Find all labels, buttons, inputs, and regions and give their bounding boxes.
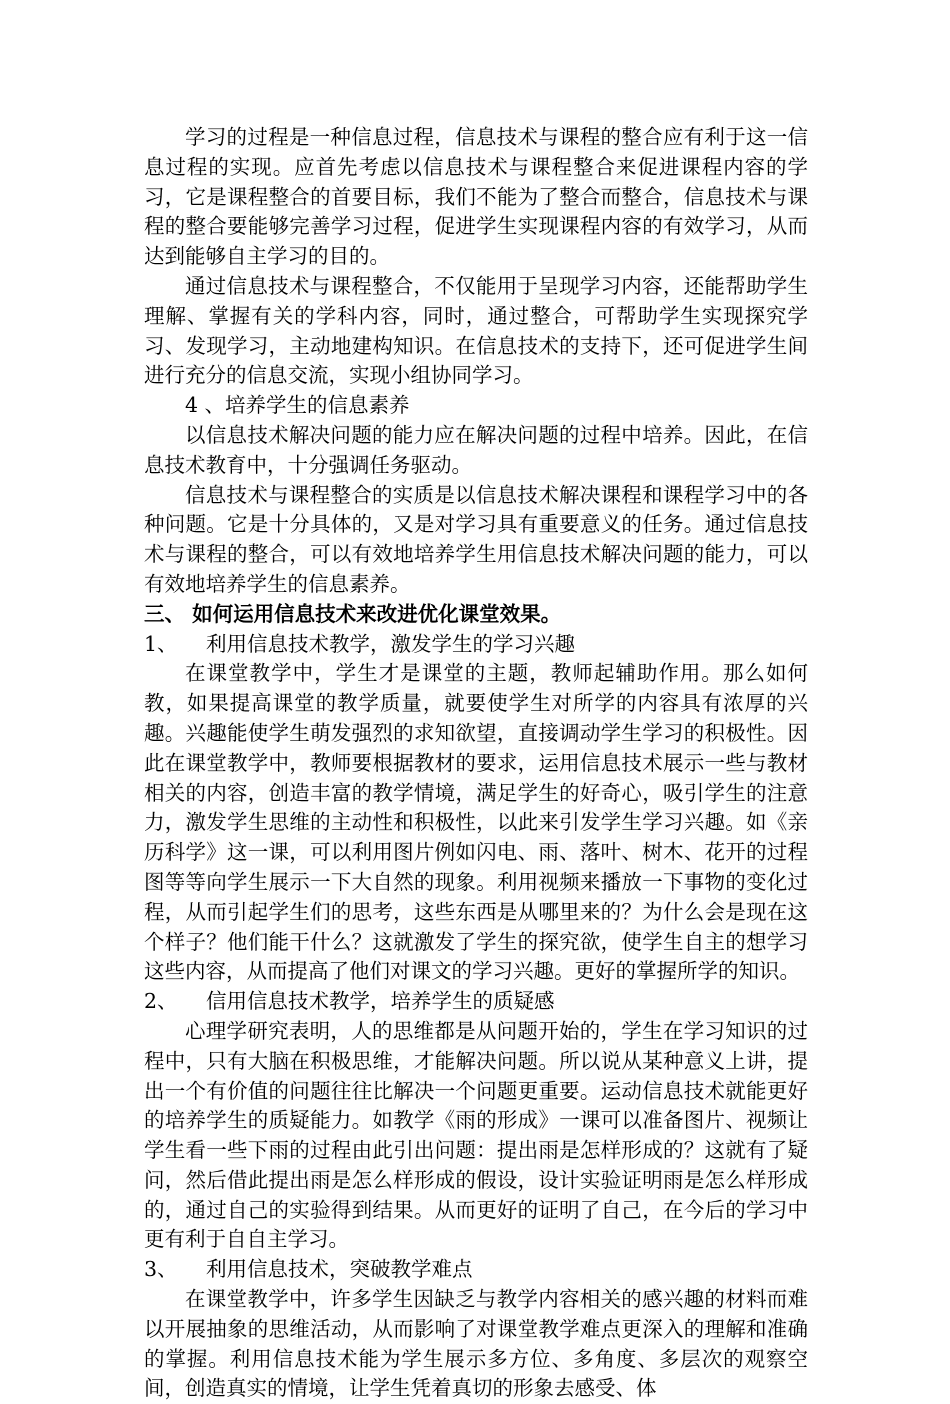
subsection-text-3: 利用信息技术，突破教学难点: [206, 1257, 473, 1282]
document-page: [144, 123, 808, 1404]
subsection-number-2: 2、: [144, 989, 178, 1014]
paragraph-6: 心理学研究表明，人的思维都是从问题开始的，学生在学习知识的过程中，只有大脑在积极思维，才能解决问题。所以说从某种意义上讲，提出一个有价值的问题往往比解决一个问题更重要。运动信息技术就能更好的培养学生的质疑能力。如教学《雨的形成》一课可以准备图片、视频让学生看一些下雨的过程由此引出问题：提出雨是怎样形成的？这就有了疑问，然后借此提出雨是怎么样形成的假设，设计实验证明雨是怎么样形成的，通过自己的实验得到结果。从而更好的证明了自己，在今后的学习中更有利于自自主学习。: [144, 1018, 808, 1252]
paragraph-3: 以信息技术解决问题的能力应在解决问题的过程中培养。因此，在信息技术教育中，十分强调任务驱动。: [144, 422, 808, 477]
paragraph-4: 信息技术与课程整合的实质是以信息技术解决课程和课程学习中的各种问题。它是十分具体的，又是对学习具有重要意义的任务。通过信息技术与课程的整合，可以有效地培养学生用信息技术解决问题的能力，可以有效地培养学生的信息素养。: [144, 482, 808, 596]
subsection-text-1: 利用信息技术教学，激发学生的学习兴趣: [206, 631, 575, 656]
paragraph-5: 在课堂教学中，学生才是课堂的主题，教师起辅助作用。那么如何教，如果提高课堂的教学质量，就要使学生对所学的内容具有浓厚的兴趣。兴趣能使学生萌发强烈的求知欲望，直接调动学生学习的积极性。因此在课堂教学中，教师要根据教材的要求，运用信息技术展示一些与教材相关的内容，创造丰富的教学情境，满足学生的好奇心，吸引学生的注意力，激发学生思维的主动性和积极性，以此来引发学生学习兴趣。如《亲历科学》这一课，可以利用图片例如闪电、雨、落叶、树木、花开的过程图等等向学生展示一下大自然的现象。利用视频来播放一下事物的变化过程，从而引起学生们的思考，这些东西是从哪里来的？为什么会是现在这个样子？他们能干什么？这就激发了学生的探究欲，使学生自主的想学习这些内容，从而提高了他们对课文的学习兴趣。更好的掌握所学的知识。: [144, 661, 808, 984]
subsection-text-2: 信用信息技术教学，培养学生的质疑感: [206, 989, 555, 1014]
section-title-3: 三、 如何运用信息技术来改进优化课堂效果。: [144, 601, 562, 626]
paragraph-2: 通过信息技术与课程整合，不仅能用于呈现学习内容，还能帮助学生理解、掌握有关的学科内容，同时，通过整合，可帮助学生实现探究学习、发现学习，主动地建构知识。在信息技术的支持下，还可促进学生间进行充分的信息交流，实现小组协同学习。: [144, 273, 808, 388]
subsection-number-1: 1、: [144, 631, 178, 656]
subsection-number-3: 3、: [144, 1257, 178, 1282]
heading-cultivate-info-literacy: 4 、培养学生的信息素养: [185, 393, 410, 418]
subsection-title-2: [144, 987, 808, 1017]
subsection-title-3: [144, 1255, 808, 1285]
paragraph-1: 学习的过程是一种信息过程，信息技术与课程的整合应有利于这一信息过程的实现。应首先考虑以信息技术与课程整合来促进课程内容的学习，它是课程整合的首要目标，我们不能为了整合而整合，信息技术与课程的整合要能够完善学习过程，促进学生实现课程内容的有效学习，从而达到能够自主学习的目的。: [144, 125, 808, 269]
subsection-title-1: [144, 630, 808, 660]
paragraph-7: 在课堂教学中，许多学生因缺乏与教学内容相关的感兴趣的材料而难以开展抽象的思维活动，从而影响了对课堂教学难点更深入的理解和准确的掌握。利用信息技术能为学生展示多方位、多角度、多层次的观察空间，创造真实的情境，让学生凭着真切的形象去感受、体: [144, 1287, 808, 1401]
